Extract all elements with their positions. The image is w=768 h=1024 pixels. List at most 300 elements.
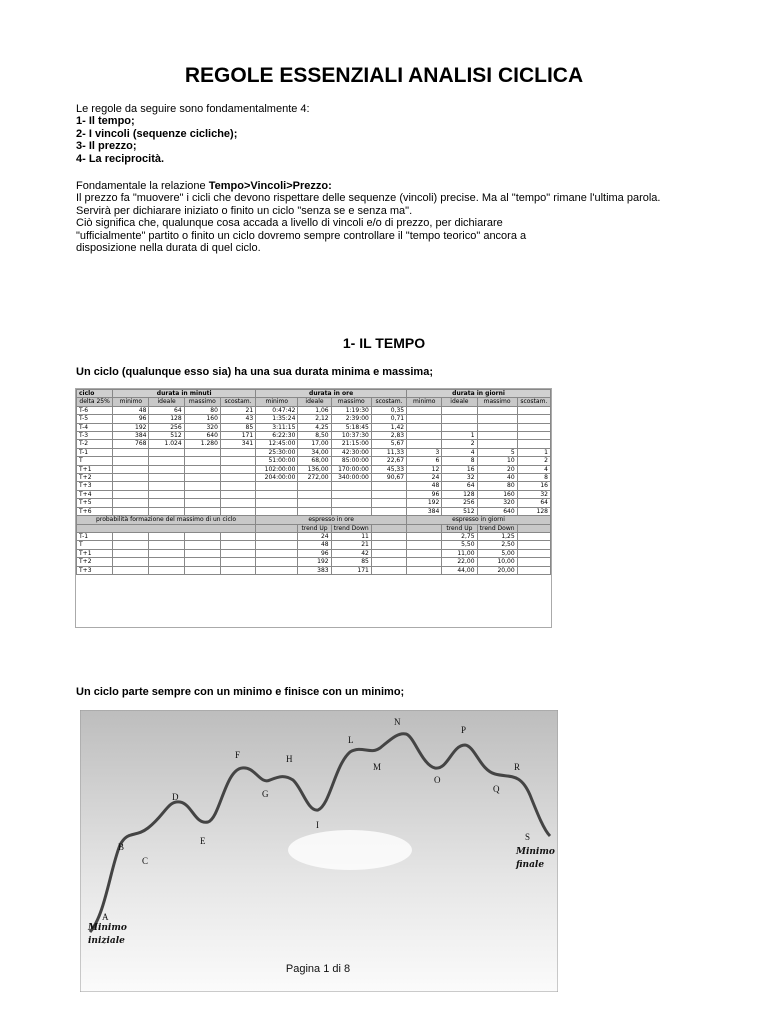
table-cell: [331, 482, 371, 490]
table-cell: [184, 507, 220, 515]
table-cell: 48: [113, 406, 149, 414]
header-spacer: [77, 524, 256, 532]
probability-row: [77, 532, 551, 540]
table-cell: [149, 465, 184, 473]
table-cell: [331, 490, 371, 498]
table-cell: [113, 490, 149, 498]
trend-header-row: [77, 524, 551, 532]
intro-lead: Le regole da seguire sono fondamentalmente 4:: [76, 103, 310, 115]
table-row: [77, 507, 551, 515]
table-cell: 11,00: [442, 549, 477, 557]
table-cell: 85: [220, 423, 255, 431]
table-cell: [220, 532, 255, 540]
header-giorni: durata in giorni: [407, 390, 551, 398]
table-cell: 16: [517, 482, 550, 490]
table-cell: [407, 541, 442, 549]
table-cell: 6: [407, 457, 442, 465]
table-cell: [149, 482, 184, 490]
table-cell: [407, 566, 442, 574]
table-cell: 64: [517, 499, 550, 507]
table-cell: T+3: [77, 566, 113, 574]
table-cell: 192: [298, 558, 331, 566]
table-cell: [298, 499, 331, 507]
table-cell: [184, 457, 220, 465]
rule-item: 2- I vincoli (sequenze cicliche);: [76, 127, 238, 140]
table-cell: [220, 457, 255, 465]
table-cell: 0,71: [371, 415, 406, 423]
table-cell: [407, 532, 442, 540]
table-cell: 341: [220, 440, 255, 448]
table-cell: [331, 499, 371, 507]
table-cell: 21: [220, 406, 255, 414]
paragraph-line: Ciò significa che, qualunque cosa accada a livello di vincoli e/o di prezzo, per dichiarare: [76, 217, 503, 230]
table-cell: [371, 566, 406, 574]
table-cell: 1,25: [477, 532, 517, 540]
table-cell: 2,75: [442, 532, 477, 540]
point-label-q: Q: [493, 784, 500, 794]
table-cell: [220, 474, 255, 482]
table-cell: 96: [407, 490, 442, 498]
table-cell: 192: [113, 423, 149, 431]
table-cell: 40: [477, 474, 517, 482]
probability-header-row: [77, 516, 551, 524]
table-cell: [477, 440, 517, 448]
table-cell: 272,00: [298, 474, 331, 482]
document-title: REGOLE ESSENZIALI ANALISI CICLICA: [184, 64, 584, 87]
table-cell: 5,50: [442, 541, 477, 549]
table-cell: T: [77, 541, 113, 549]
minimo-finale-line1: Minimo: [516, 847, 555, 857]
table-row: [77, 415, 551, 423]
table-cell: [256, 499, 298, 507]
table-cell: [220, 558, 255, 566]
table-cell: [256, 566, 298, 574]
table-cell: [184, 499, 220, 507]
table-cell: 160: [184, 415, 220, 423]
table-cell: 2: [517, 457, 550, 465]
table-cell: 2:39:00: [331, 415, 371, 423]
table-cell: [256, 549, 298, 557]
table-cell: [113, 532, 149, 540]
table-cell: T+4: [77, 490, 113, 498]
table-cell: 43: [220, 415, 255, 423]
header-spacer: [517, 524, 550, 532]
table-cell: 384: [407, 507, 442, 515]
table-cell: T+2: [77, 474, 113, 482]
minimo-iniziale-line2: iniziale: [88, 936, 125, 946]
table-cell: [298, 482, 331, 490]
paragraph-line: "ufficialmente" partito o finito un ciclo dovremo sempre controllare il "tempo teorico" ancora a: [76, 229, 527, 242]
table-cell: [517, 432, 550, 440]
table-cell: 48: [298, 541, 331, 549]
probability-row: [77, 549, 551, 557]
table-cell: [184, 549, 220, 557]
table-cell: 64: [149, 406, 184, 414]
table-cell: 42: [331, 549, 371, 557]
header-spacer: [371, 524, 406, 532]
table-row: [77, 499, 551, 507]
table-cell: 0:47:42: [256, 406, 298, 414]
subheader-cell: massimo: [184, 398, 220, 406]
subheader-cell: scostam.: [220, 398, 255, 406]
espresso-ore-header: espresso in ore: [256, 516, 407, 524]
table-cell: 128: [517, 507, 550, 515]
paragraph-line: disposizione nella durata di quel ciclo.: [76, 242, 261, 255]
table-cell: [407, 440, 442, 448]
table-cell: 2,83: [371, 432, 406, 440]
table-cell: [113, 482, 149, 490]
table-cell: [331, 507, 371, 515]
table-cell: [149, 448, 184, 456]
subheader-cell: massimo: [331, 398, 371, 406]
table-cell: [184, 474, 220, 482]
table-cell: [220, 482, 255, 490]
point-label-e: E: [200, 836, 206, 846]
table-cell: [256, 541, 298, 549]
table-cell: [113, 474, 149, 482]
table-cell: 768: [113, 440, 149, 448]
paragraph-line: Servirà per dichiarare iniziato o finito un ciclo "senza se e senza ma".: [76, 204, 413, 217]
point-label-a: A: [102, 912, 109, 922]
table-cell: 12:45:00: [256, 440, 298, 448]
subheader-cell: minimo: [407, 398, 442, 406]
table-row: [77, 474, 551, 482]
table-cell: [517, 558, 550, 566]
table-cell: 170:00:00: [331, 465, 371, 473]
table-cell: 1,42: [371, 423, 406, 431]
table-cell: 256: [149, 423, 184, 431]
subheader-cell: scostam.: [371, 398, 406, 406]
table-cell: 22,00: [442, 558, 477, 566]
table-cell: 8: [442, 457, 477, 465]
table-cell: [442, 406, 477, 414]
table-cell: 640: [477, 507, 517, 515]
table-cell: [517, 532, 550, 540]
relation-lead: [76, 180, 716, 192]
probability-header: probabilità formazione del massimo di un ciclo: [77, 516, 256, 524]
table-cell: 5,67: [371, 440, 406, 448]
table-cell: [517, 415, 550, 423]
point-label-c: C: [142, 856, 149, 866]
trend-up-header-ore: trend Up: [298, 524, 331, 532]
point-label-g: G: [262, 789, 269, 799]
table-cell: [477, 415, 517, 423]
rule-item: 1- Il tempo;: [76, 115, 135, 128]
table-cell: 44,00: [442, 566, 477, 574]
table-cell: T-4: [77, 423, 113, 431]
table-cell: 320: [477, 499, 517, 507]
table-cell: 1:19:30: [331, 406, 371, 414]
table-cell: 12: [407, 465, 442, 473]
table-cell: 25:30:00: [256, 448, 298, 456]
header-spacer: [407, 524, 442, 532]
table-cell: [149, 541, 184, 549]
table-cell: 22,67: [371, 457, 406, 465]
rule-item: 4- La reciprocità.: [76, 152, 165, 165]
point-label-i: I: [316, 820, 319, 830]
table-cell: 1.280: [184, 440, 220, 448]
table-cell: 512: [149, 432, 184, 440]
table-cell: T-1: [77, 448, 113, 456]
table-row: [77, 423, 551, 431]
table-cell: 2,12: [298, 415, 331, 423]
espresso-giorni-header: espresso in giorni: [407, 516, 551, 524]
table-row: [77, 448, 551, 456]
table-cell: 136,00: [298, 465, 331, 473]
table-cell: T-2: [77, 440, 113, 448]
table-cell: 512: [442, 507, 477, 515]
table-cell: 384: [113, 432, 149, 440]
table-cell: 383: [298, 566, 331, 574]
table-cell: [184, 558, 220, 566]
table-cell: 160: [477, 490, 517, 498]
table-cell: 16: [442, 465, 477, 473]
table-cell: 32: [517, 490, 550, 498]
table-cell: T+1: [77, 465, 113, 473]
table-cell: [149, 549, 184, 557]
table-cell: 80: [477, 482, 517, 490]
table-cell: 64: [442, 482, 477, 490]
table-cell: T+5: [77, 499, 113, 507]
table-cell: 4,25: [298, 423, 331, 431]
table-cell: 48: [407, 482, 442, 490]
table-cell: [113, 465, 149, 473]
table-cell: [371, 532, 406, 540]
point-label-o: O: [434, 775, 441, 785]
table-cell: 24: [407, 474, 442, 482]
table-cell: [442, 415, 477, 423]
table-cell: [113, 566, 149, 574]
table-cell: 68,00: [298, 457, 331, 465]
table-cell: 171: [220, 432, 255, 440]
table-cell: 1: [442, 432, 477, 440]
subheader-cell: minimo: [113, 398, 149, 406]
table-cell: [113, 499, 149, 507]
table-cell: 45,33: [371, 465, 406, 473]
table-cell: 85: [331, 558, 371, 566]
table-cell: 5:18:45: [331, 423, 371, 431]
table-cell: [113, 541, 149, 549]
table-cell: T-5: [77, 415, 113, 423]
table-cell: 51:00:00: [256, 457, 298, 465]
table-cell: [371, 482, 406, 490]
table-cell: 5: [477, 448, 517, 456]
table-cell: [407, 406, 442, 414]
table-cell: [256, 558, 298, 566]
table-cell: 128: [442, 490, 477, 498]
table-cell: T+6: [77, 507, 113, 515]
table-cell: [113, 448, 149, 456]
table-cell: 204:00:00: [256, 474, 298, 482]
table-cell: [184, 465, 220, 473]
table-cell: 320: [184, 423, 220, 431]
table-cell: [184, 532, 220, 540]
table-cell: [442, 423, 477, 431]
table-cell: [407, 558, 442, 566]
point-label-f: F: [235, 750, 241, 760]
subheader-cell: delta 25%: [77, 398, 113, 406]
table-cell: 90,67: [371, 474, 406, 482]
table-cell: 80: [184, 406, 220, 414]
table-cell: T+3: [77, 482, 113, 490]
table-row: [77, 457, 551, 465]
table-cell: T: [77, 457, 113, 465]
table-row: [77, 406, 551, 414]
table-cell: [220, 490, 255, 498]
table-cell: 4: [517, 465, 550, 473]
header-ciclo: ciclo: [77, 390, 113, 398]
table-cell: 10:37:30: [331, 432, 371, 440]
table-cell: [371, 499, 406, 507]
point-label-d: D: [172, 792, 179, 802]
header-minuti: durata in minuti: [113, 390, 256, 398]
table-cell: [149, 507, 184, 515]
subheader-cell: scostam.: [517, 398, 550, 406]
table-cell: [149, 457, 184, 465]
table-cell: 2,50: [477, 541, 517, 549]
table-cell: 20: [477, 465, 517, 473]
table-cell: 1.024: [149, 440, 184, 448]
cycle-duration-table: [75, 388, 552, 628]
table-cell: [407, 432, 442, 440]
trend-up-header-giorni: trend Up: [442, 524, 477, 532]
point-label-h: H: [286, 754, 293, 764]
subheader-cell: ideale: [298, 398, 331, 406]
relation-lead-text: Fondamentale la relazione: [76, 180, 209, 192]
subheader-cell: massimo: [477, 398, 517, 406]
table-cell: [407, 415, 442, 423]
relation-formula: Tempo>Vincoli>Prezzo:: [208, 180, 332, 192]
table-cell: [517, 566, 550, 574]
table-cell: [184, 490, 220, 498]
chart-subtitle: Un ciclo parte sempre con un minimo e finisce con un minimo;: [76, 686, 405, 698]
table-cell: [149, 474, 184, 482]
subheader-cell: ideale: [149, 398, 184, 406]
table-cell: 128: [149, 415, 184, 423]
table-cell: [220, 448, 255, 456]
table-cell: 96: [298, 549, 331, 557]
table-subtitle: Un ciclo (qualunque esso sia) ha una sua durata minima e massima;: [76, 366, 433, 378]
table-cell: 3:11:15: [256, 423, 298, 431]
subheader-cell: minimo: [256, 398, 298, 406]
table-cell: [149, 566, 184, 574]
table-cell: [184, 448, 220, 456]
table-cell: 3: [407, 448, 442, 456]
relation-paragraph: [76, 180, 716, 254]
table-row: [77, 482, 551, 490]
table-cell: [256, 532, 298, 540]
point-label-s: S: [525, 832, 531, 842]
table-cell: [113, 549, 149, 557]
point-label-n: N: [394, 717, 401, 727]
table-cell: [371, 507, 406, 515]
table-cell: [371, 558, 406, 566]
table-row: [77, 490, 551, 498]
table-cell: 21:15:00: [331, 440, 371, 448]
table-cell: [220, 541, 255, 549]
header-ore: durata in ore: [256, 390, 407, 398]
subheader-cell: ideale: [442, 398, 477, 406]
table-cell: 21: [331, 541, 371, 549]
probability-row: [77, 541, 551, 549]
table-cell: [407, 423, 442, 431]
point-label-m: M: [373, 762, 382, 772]
table-cell: 17,00: [298, 440, 331, 448]
table-cell: 6:22:30: [256, 432, 298, 440]
table-cell: [477, 432, 517, 440]
table-cell: 42:30:00: [331, 448, 371, 456]
table-cell: [113, 558, 149, 566]
table-cell: [256, 507, 298, 515]
table-cell: [220, 465, 255, 473]
table-cell: T+1: [77, 549, 113, 557]
table-cell: T+2: [77, 558, 113, 566]
probability-row: [77, 566, 551, 574]
table-cell: T-3: [77, 432, 113, 440]
table-cell: [149, 532, 184, 540]
table-cell: [477, 406, 517, 414]
table-cell: [517, 541, 550, 549]
table-cell: [184, 566, 220, 574]
table-cell: [256, 482, 298, 490]
table-cell: [517, 440, 550, 448]
header-spacer: [256, 524, 298, 532]
table-cell: 2: [442, 440, 477, 448]
table-cell: [298, 490, 331, 498]
table-cell: 8: [517, 474, 550, 482]
table-cell: 10: [477, 457, 517, 465]
table-cell: [220, 499, 255, 507]
trend-down-header-giorni: trend Down: [477, 524, 517, 532]
minimo-iniziale-line1: Minimo: [88, 923, 127, 933]
table-cell: 24: [298, 532, 331, 540]
table-cell: 1,06: [298, 406, 331, 414]
section-title: 1- IL TEMPO: [342, 335, 426, 351]
table-cell: [517, 423, 550, 431]
table-cell: T-6: [77, 406, 113, 414]
table-cell: 32: [442, 474, 477, 482]
table-cell: [184, 541, 220, 549]
table-cell: 8,50: [298, 432, 331, 440]
diagram-blur-patch: [288, 830, 412, 870]
table-cell: [149, 499, 184, 507]
table-cell: [220, 507, 255, 515]
point-label-l: L: [348, 735, 354, 745]
page-footer: Pagina 1 di 8: [285, 963, 351, 975]
table-cell: [256, 490, 298, 498]
table-cell: 4: [442, 448, 477, 456]
table-cell: 11,33: [371, 448, 406, 456]
table-cell: 34,00: [298, 448, 331, 456]
table-cell: [220, 549, 255, 557]
table-cell: 640: [184, 432, 220, 440]
table-cell: 192: [407, 499, 442, 507]
rule-item: 3- Il prezzo;: [76, 140, 137, 153]
point-label-p: P: [461, 725, 467, 735]
table-cell: 0,35: [371, 406, 406, 414]
table-cell: 96: [113, 415, 149, 423]
trend-down-header-ore: trend Down: [331, 524, 371, 532]
intro-block: [76, 103, 716, 165]
table-row: [77, 440, 551, 448]
table-cell: [184, 482, 220, 490]
point-label-r: R: [514, 762, 521, 772]
point-label-b: B: [118, 842, 125, 852]
cycle-diagram: [80, 710, 558, 992]
table-cell: [371, 549, 406, 557]
minimo-finale-line2: finale: [516, 860, 545, 870]
table-cell: 171: [331, 566, 371, 574]
